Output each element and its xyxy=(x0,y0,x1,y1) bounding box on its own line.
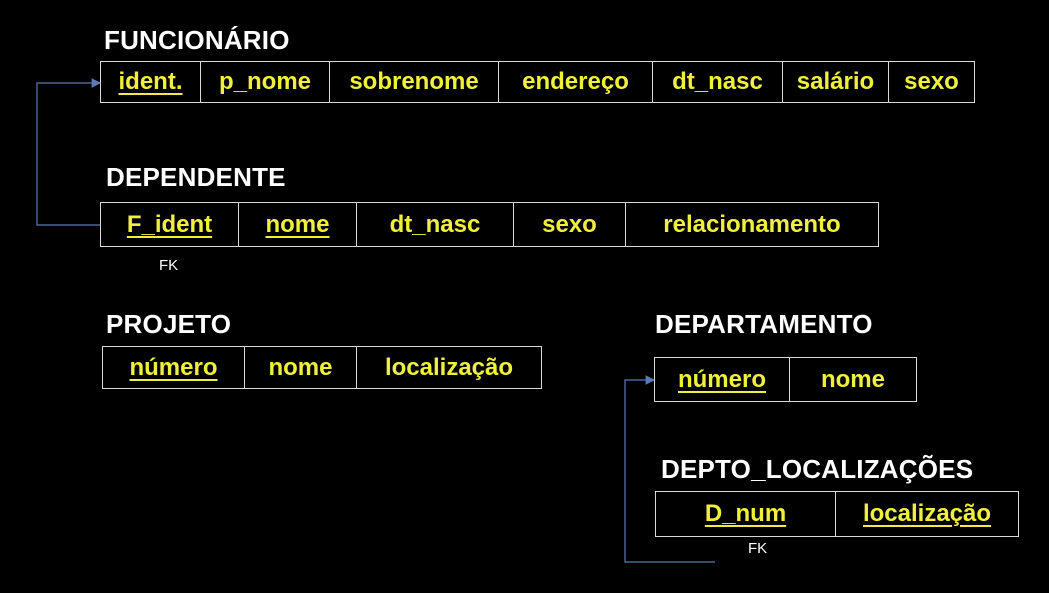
column-numero: número xyxy=(103,347,245,388)
fk-label-depto-localizacoes: FK xyxy=(748,540,768,557)
column-relacionamento: relacionamento xyxy=(663,210,841,238)
table-departamento xyxy=(654,357,917,402)
column-ident: ident. xyxy=(101,62,201,102)
table-title-projeto: PROJETO xyxy=(106,309,232,339)
fk-arrow-dependente-to-funcionario xyxy=(37,83,102,225)
table-dependente xyxy=(100,202,879,247)
column-sexo: sexo xyxy=(514,203,626,246)
fk-label-dependente: FK xyxy=(159,257,179,274)
column-p-nome: p_nome xyxy=(201,62,330,102)
table-title-departamento: DEPARTAMENTO xyxy=(655,309,873,339)
column-salario: salário xyxy=(783,62,889,102)
column-sobrenome: sobrenome xyxy=(330,62,499,102)
table-depto-localizacoes xyxy=(655,491,1019,537)
table-projeto xyxy=(102,346,542,389)
column-localizacao: localização xyxy=(862,500,992,527)
table-title-funcionario: FUNCIONÁRIO xyxy=(104,25,290,55)
column-dt-nasc: dt_nasc xyxy=(357,203,514,246)
table-title-dependente: DEPENDENTE xyxy=(106,162,286,192)
column-dt-nasc: dt_nasc xyxy=(653,62,783,102)
column-sexo: sexo xyxy=(904,68,959,95)
column-endereco: endereço xyxy=(499,62,653,102)
column-nome: nome xyxy=(820,365,885,393)
column-numero: número xyxy=(655,358,790,401)
column-nome: nome xyxy=(239,203,357,246)
table-funcionario xyxy=(100,61,975,103)
table-title-depto-localizacoes: DEPTO_LOCALIZAÇÕES xyxy=(661,454,974,484)
column-f-ident: F_ident xyxy=(101,203,239,246)
column-localizacao: localização xyxy=(384,353,514,381)
column-nome: nome xyxy=(245,347,357,388)
column-d-num: D_num xyxy=(656,492,836,536)
